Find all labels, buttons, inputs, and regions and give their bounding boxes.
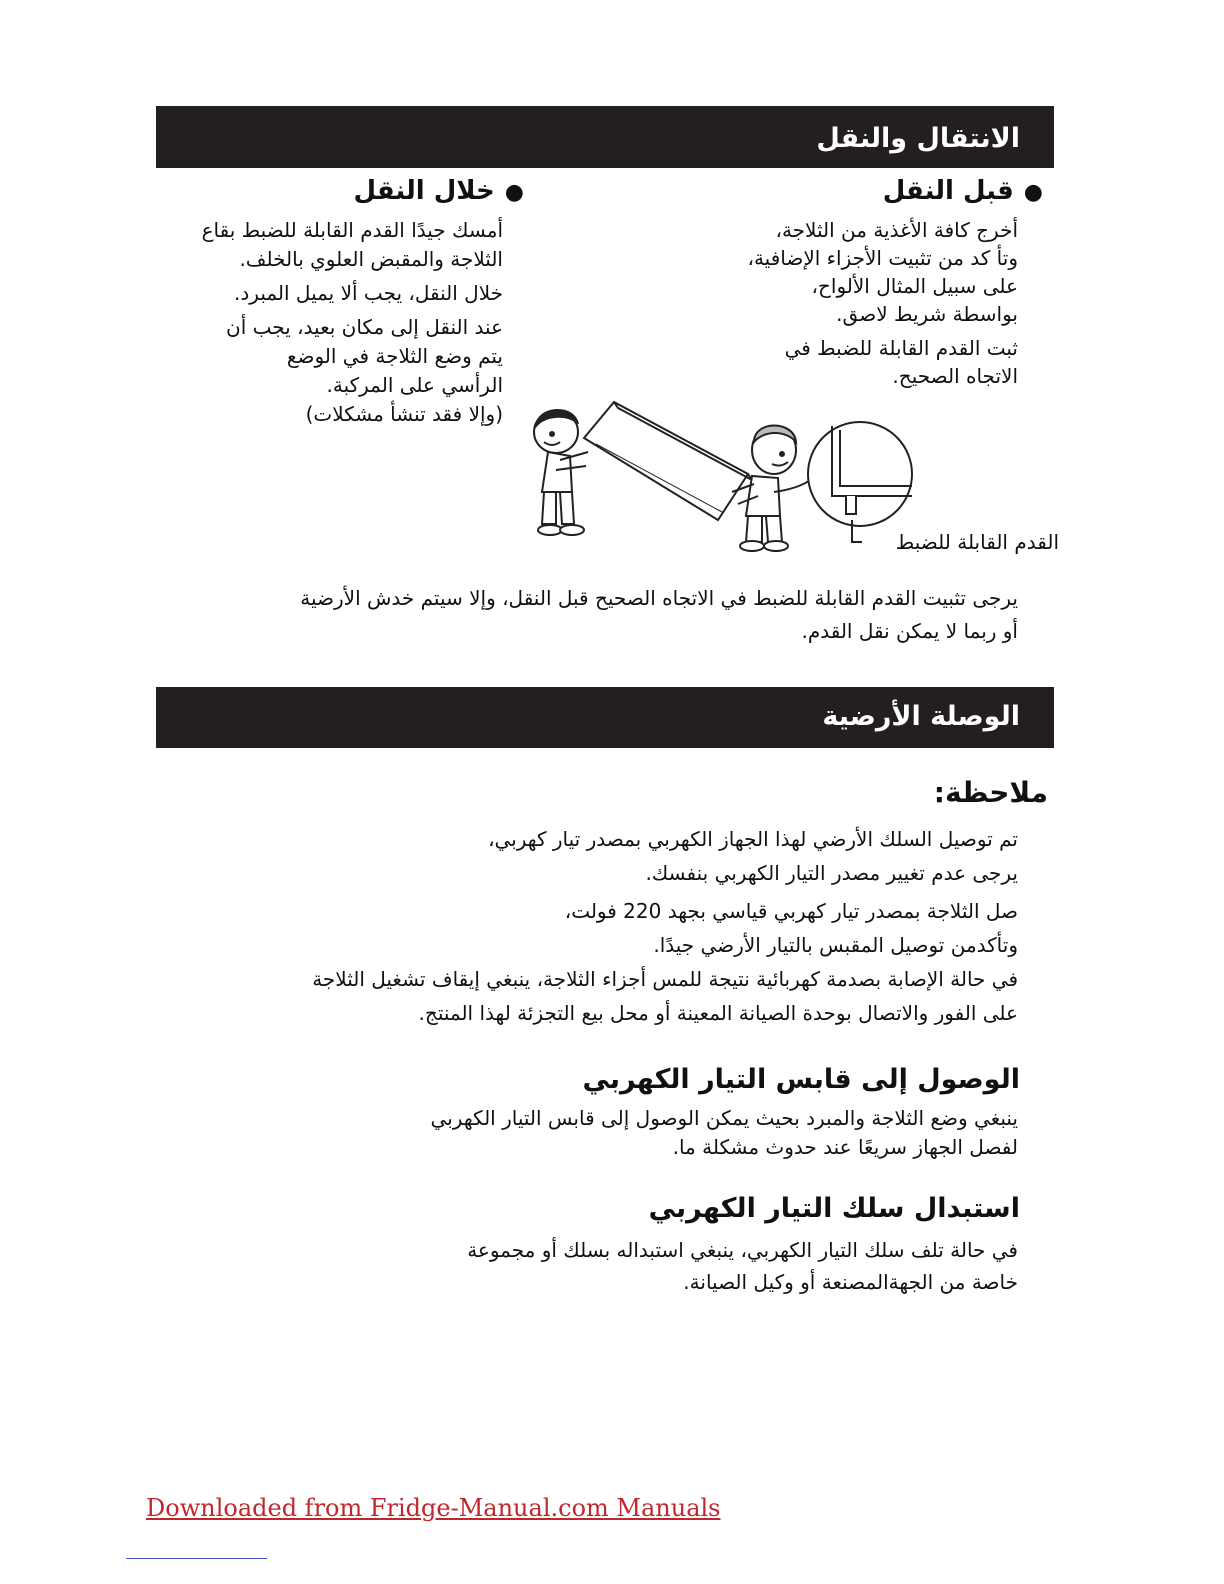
text-line: خلال النقل، يجب ألا يميل المبرد. xyxy=(234,281,503,305)
plug-access-text xyxy=(258,1104,1018,1162)
text-line: الرأسي على المركبة. xyxy=(326,373,503,397)
text-line: ثبت القدم القابلة للضبط في xyxy=(784,336,1018,360)
moving-illustration xyxy=(526,396,926,556)
text-line: يتم وضع الثلاجة في الوضع xyxy=(286,344,503,368)
text-line: بواسطة شريط لاصق. xyxy=(836,302,1018,326)
cord-replacement-heading: استبدال سلك التيار الكهربي xyxy=(648,1193,1020,1224)
download-source-link[interactable]: Downloaded from Fridge-Manual.com Manuals xyxy=(146,1494,721,1522)
text-line: عند النقل إلى مكان بعيد، يجب أن xyxy=(226,315,503,339)
cord-replacement-text xyxy=(258,1234,1018,1298)
text-line: (وإلا فقد تنشأ مشكلات) xyxy=(305,402,503,426)
text-line: ينبغي وضع الثلاجة والمبرد بحيث يمكن الوصول إلى قابس التيار الكهربي xyxy=(430,1106,1018,1130)
adjustable-foot-label: القدم القابلة للضبط xyxy=(895,530,1059,554)
before-moving-heading: ●قبل النقل xyxy=(882,176,1043,206)
section-header-grounding xyxy=(156,687,1054,748)
text-line: لفصل الجهاز سريعًا عند حدوث مشكلة ما. xyxy=(672,1135,1018,1159)
during-moving-heading: ●خلال النقل xyxy=(353,176,524,206)
moving-note xyxy=(158,582,1018,648)
text-line: أمسك جيدًا القدم القابلة للضبط بقاع xyxy=(201,218,503,242)
text-line: الثلاجة والمقبض العلوي بالخلف. xyxy=(239,247,503,271)
text-line: وتأ كد من تثبيت الأجزاء الإضافية، xyxy=(747,246,1018,270)
during-moving-text xyxy=(123,216,503,429)
section-title: الوصلة الأرضية xyxy=(822,701,1020,732)
plug-access-heading: الوصول إلى قابس التيار الكهربي xyxy=(582,1064,1020,1095)
text-line: على الفور والاتصال بوحدة الصيانة المعينة أو محل بيع التجزئة لهذا المنتج. xyxy=(418,1001,1018,1025)
footer-divider xyxy=(126,1558,267,1559)
text-line: أخرج كافة الأغذية من الثلاجة، xyxy=(775,218,1018,242)
text-line: أو ربما لا يمكن نقل القدم. xyxy=(801,619,1018,643)
text-line: يرجى عدم تغيير مصدر التيار الكهربي بنفسك. xyxy=(645,861,1018,885)
text-line: في حالة الإصابة بصدمة كهربائية نتيجة للمس أجزاء الثلاجة، ينبغي إيقاف تشغيل الثلاجة xyxy=(312,967,1018,991)
bullet-icon: ● xyxy=(504,180,524,205)
bullet-icon: ● xyxy=(1023,180,1043,205)
note-heading: ملاحظة: xyxy=(933,776,1048,809)
before-moving-text xyxy=(688,216,1018,390)
text-line: في حالة تلف سلك التيار الكهربي، ينبغي استبداله بسلك أو مجموعة xyxy=(467,1238,1018,1262)
section-title: الانتقال والنقل xyxy=(816,123,1020,154)
grounding-note-text xyxy=(138,822,1018,1030)
section-header-moving xyxy=(156,106,1054,168)
text-line: خاصة من الجهةالمصنعة أو وكيل الصيانة. xyxy=(683,1270,1018,1294)
text-line: صل الثلاجة بمصدر تيار كهربي قياسي بجهد 220 فولت، xyxy=(564,899,1018,923)
text-line: يرجى تثبيت القدم القابلة للضبط في الاتجاه الصحيح قبل النقل، وإلا سيتم خدش الأرضية xyxy=(300,586,1018,610)
text-line: تم توصيل السلك الأرضي لهذا الجهاز الكهربي بمصدر تيار كهربي، xyxy=(488,827,1018,851)
text-line: وتأكدمن توصيل المقبس بالتيار الأرضي جيدًا. xyxy=(653,933,1018,957)
text-line: على سبيل المثال الألواح، xyxy=(811,274,1018,298)
text-line: الاتجاه الصحيح. xyxy=(892,364,1018,388)
